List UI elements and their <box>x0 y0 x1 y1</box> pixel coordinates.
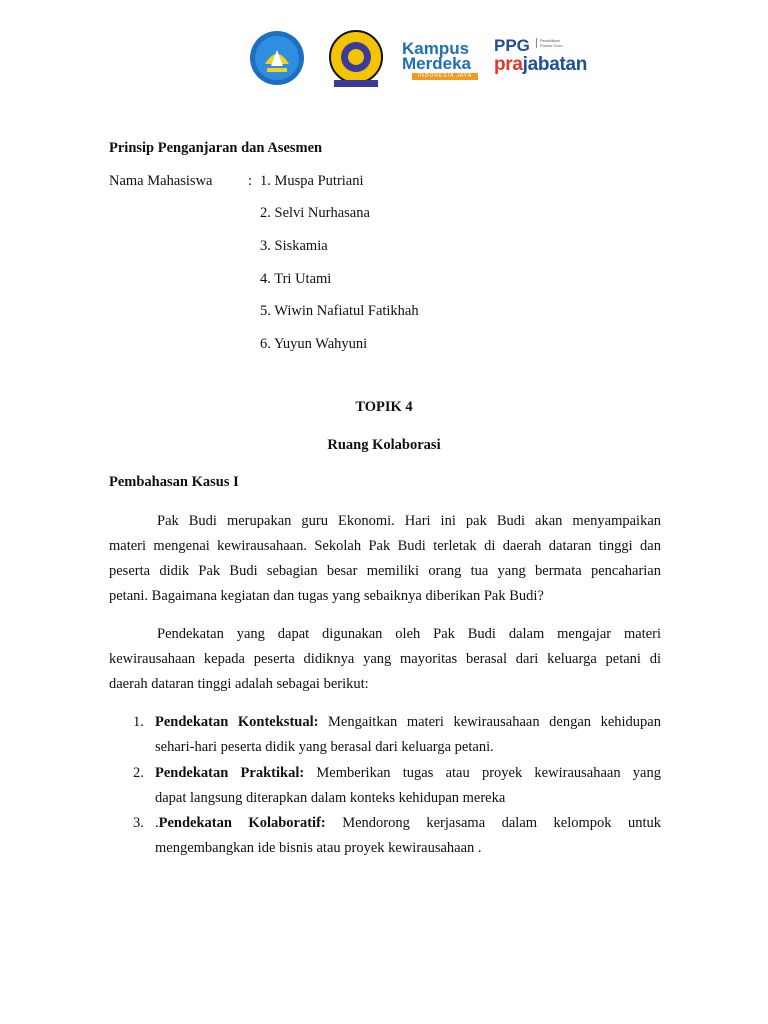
case-title: Pembahasan Kasus I <box>109 474 239 490</box>
document-heading: Prinsip Penganjaran dan Asesmen <box>109 140 323 156</box>
university-logo <box>326 30 386 88</box>
list-item <box>155 764 661 782</box>
merdeka-text: Merdeka <box>402 54 471 73</box>
list-text: Memberikan tugas atau proyek kewirausahaan yang <box>304 765 661 781</box>
list-prefix: . <box>155 815 159 831</box>
kampus-text: Kampus <box>402 39 470 58</box>
student-name: 5. Wiwin Nafiatul Fatikhah <box>260 303 419 319</box>
list-item <box>155 814 661 832</box>
paragraph-line: petani. Bagaimana kegiatan dan tugas yang sebaiknya diberikan Pak Budi? <box>109 588 544 604</box>
paragraph-line: peserta didik Pak Budi sebagian besar memiliki orang tua yang bermata pencaharian <box>109 563 661 579</box>
logo-bar <box>0 28 768 90</box>
student-name: 2. Selvi Nurhasana <box>260 205 370 221</box>
student-name: 1. Muspa Putriani <box>260 173 364 189</box>
student-name: 3. Siskamia <box>260 238 328 254</box>
paragraph-line: kewirausahaan kepada peserta didiknya yang mayoritas berasal dari keluarga petani di <box>109 651 661 667</box>
topic-title: TOPIK 4 <box>355 399 413 415</box>
paragraph-line: materi mengenai kewirausahaan. Sekolah Pak Budi terletak di daerah dataran tinggi dan <box>109 538 661 554</box>
list-term: Pendekatan Kontekstual: <box>155 714 319 730</box>
ppg-text: PPG <box>494 36 530 55</box>
list-term: Pendekatan Kolaboratif: <box>158 815 326 831</box>
list-item-line2: sehari-hari peserta didik yang berasal dari keluarga petani. <box>155 739 494 755</box>
tut-wuri-handayani-logo <box>247 30 307 86</box>
list-term: Pendekatan Praktikal: <box>155 765 305 781</box>
list-item <box>155 713 661 731</box>
kampus-merdeka-tagline: INDONESIA JAYA <box>412 73 478 80</box>
prajabatan-pra: pra <box>494 54 523 75</box>
topic-subtitle: Ruang Kolaborasi <box>327 437 441 453</box>
student-name: 6. Yuyun Wahyuni <box>260 336 368 352</box>
prajabatan-jabatan: jabatan <box>522 54 588 75</box>
paragraph-line: Pendekatan yang dapat digunakan oleh Pak Budi dalam mengajar materi <box>157 626 661 642</box>
ppg-small-text: Pendidikan Profesi Guru <box>536 38 568 48</box>
kampus-merdeka-logo <box>402 40 480 80</box>
list-number: 1. <box>133 714 144 730</box>
student-label: Nama Mahasiswa <box>109 173 213 189</box>
list-number: 2. <box>133 765 144 781</box>
list-item-line2: dapat langsung diterapkan dalam konteks kehidupan mereka <box>155 790 506 806</box>
student-colon: : <box>248 173 253 189</box>
list-text: Mendorong kerjasama dalam kelompok untuk <box>325 815 661 831</box>
list-number: 3. <box>133 815 144 831</box>
ppg-prajabatan-logo <box>494 36 594 82</box>
student-name: 4. Tri Utami <box>260 271 332 287</box>
paragraph-line: daerah dataran tinggi adalah sebagai berikut: <box>109 676 369 692</box>
paragraph-line: Pak Budi merupakan guru Ekonomi. Hari ini pak Budi akan menyampaikan <box>157 513 661 529</box>
list-item-line2: mengembangkan ide bisnis atau proyek kewirausahaan . <box>155 840 482 856</box>
prajabatan-text <box>494 54 587 76</box>
list-text: Mengaitkan materi kewirausahaan dengan kehidupan <box>318 714 661 730</box>
